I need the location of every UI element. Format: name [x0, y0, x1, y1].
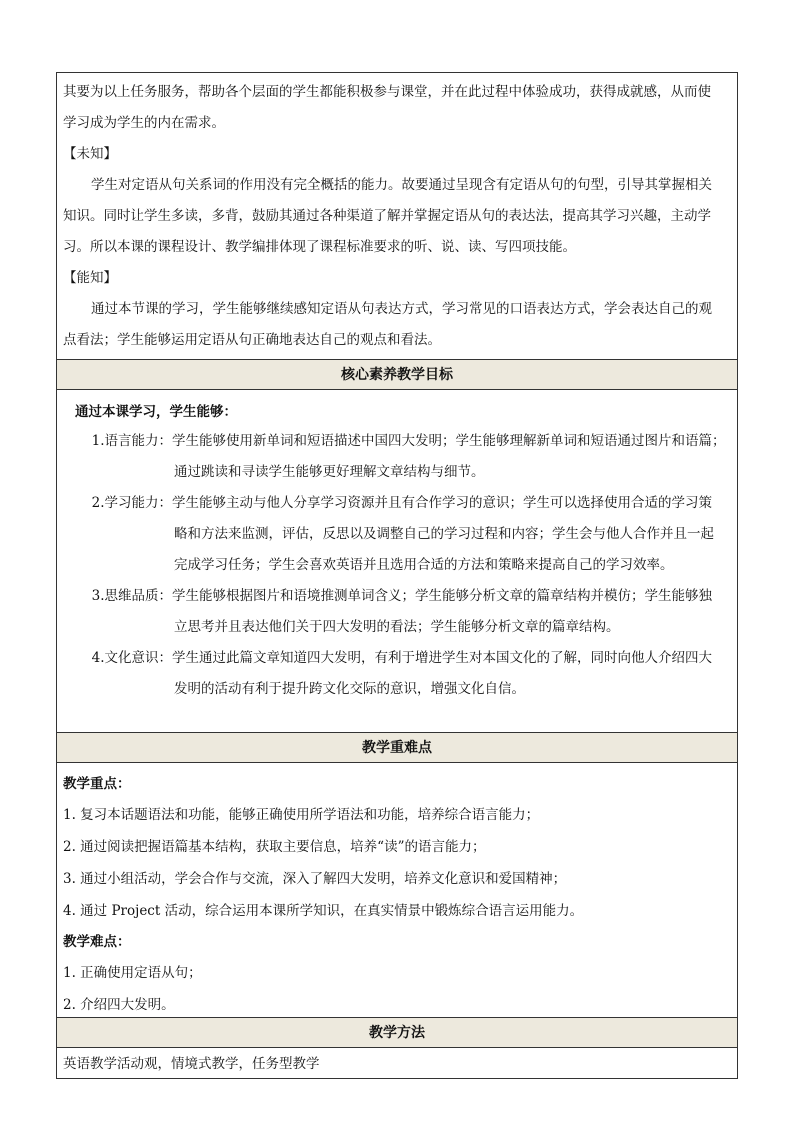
goal-line: 通过跳读和寻读学生能够更好理解文章结构与细节。 — [174, 464, 485, 480]
goal-item-learning — [57, 488, 731, 581]
nengzhi-heading: 【能知】 — [63, 270, 117, 286]
goal-label: 4.文化意识： — [91, 650, 172, 666]
goal-label: 2.学习能力： — [91, 495, 172, 511]
goal-line: 学生能够根据图片和语境推测单词含义；学生能够分析文章的篇章结构并模仿；学生能够独 — [172, 588, 712, 604]
goal-line: 学生能够使用新单词和短语描述中国四大发明；学生能够理解新单词和短语通过图片和语篇； — [172, 433, 726, 449]
focus-item: 1. 复习本话题语法和功能，能够正确使用所学语法和功能，培养综合语言能力； — [63, 807, 540, 823]
focus-item: 2. 通过阅读把握语篇基本结构，获取主要信息，培养“读”的语言能力； — [63, 839, 486, 855]
goal-label: 1.语言能力： — [91, 433, 172, 449]
difficulty-item: 2. 介绍四大发明。 — [63, 997, 175, 1013]
focus-item: 3. 通过小组活动，学会合作与交流，深入了解四大发明，培养文化意识和爱国精神； — [63, 871, 567, 887]
lesson-plan-table — [56, 72, 738, 1079]
goals-section — [57, 390, 737, 733]
weizhi-line-3: 习。所以本课的课程设计、教学编排体现了课程标准要求的听、说、读、写四项技能。 — [63, 239, 576, 255]
nengzhi-line-1: 通过本节课的学习，学生能够继续感知定语从句表达方式，学习常见的口语表达方式，学会表达自己的观 — [91, 301, 712, 317]
goal-line: 发明的活动有利于提升跨文化交际的意识，增强文化自信。 — [174, 681, 525, 697]
intro-line-2: 学习成为学生的内在需求。 — [63, 115, 225, 131]
analysis-section — [57, 73, 737, 360]
goal-line: 完成学习任务；学生会喜欢英语并且选用合适的方法和策略来提高自己的学习效率。 — [174, 557, 674, 573]
weizhi-line-2: 知识。同时让学生多读，多背，鼓励其通过各种渠道了解并掌握定语从句的表达法，提高其学习兴趣，主动学 — [63, 208, 711, 224]
methods-header: 教学方法 — [57, 1018, 737, 1048]
goal-line: 学生能够主动与他人分享学习资源并且有合作学习的意识；学生可以选择使用合适的学习策 — [172, 495, 712, 511]
keypoints-header: 教学重难点 — [57, 733, 737, 763]
difficulty-title: 教学难点： — [63, 934, 131, 950]
goal-item-culture — [57, 643, 731, 705]
weizhi-heading: 【未知】 — [63, 146, 117, 162]
focus-title: 教学重点： — [63, 776, 131, 792]
goal-line: 略和方法来监测，评估，反思以及调整自己的学习过程和内容；学生会与他人合作并且一起 — [174, 526, 714, 542]
focus-item: 4. 通过 Project 活动，综合运用本课所学知识，在真实情景中锻炼综合语言运用能力。 — [63, 903, 584, 919]
goals-intro: 通过本课学习，学生能够： — [75, 404, 237, 420]
intro-line-1: 其要为以上任务服务，帮助各个层面的学生都能积极参与课堂，并在此过程中体验成功，获得成就感，从而使 — [63, 84, 711, 100]
methods-text: 英语教学活动观，情境式教学，任务型教学 — [63, 1056, 320, 1072]
goal-item-language — [57, 426, 731, 488]
difficulty-item: 1. 正确使用定语从句； — [63, 965, 202, 981]
goals-header: 核心素养教学目标 — [57, 360, 737, 390]
keypoints-section — [57, 763, 737, 1018]
weizhi-line-1: 学生对定语从句关系词的作用没有完全概括的能力。故要通过呈现含有定语从句的句型，引导其掌握相关 — [91, 177, 712, 193]
goal-line: 立思考并且表达他们关于四大发明的看法；学生能够分析文章的篇章结构。 — [174, 619, 620, 635]
nengzhi-line-2: 点看法；学生能够运用定语从句正确地表达自己的观点和看法。 — [63, 332, 441, 348]
goal-label: 3.思维品质： — [91, 588, 172, 604]
goal-item-thinking — [57, 581, 731, 643]
goal-line: 学生通过此篇文章知道四大发明，有利于增进学生对本国文化的了解，同时向他人介绍四大 — [172, 650, 712, 666]
